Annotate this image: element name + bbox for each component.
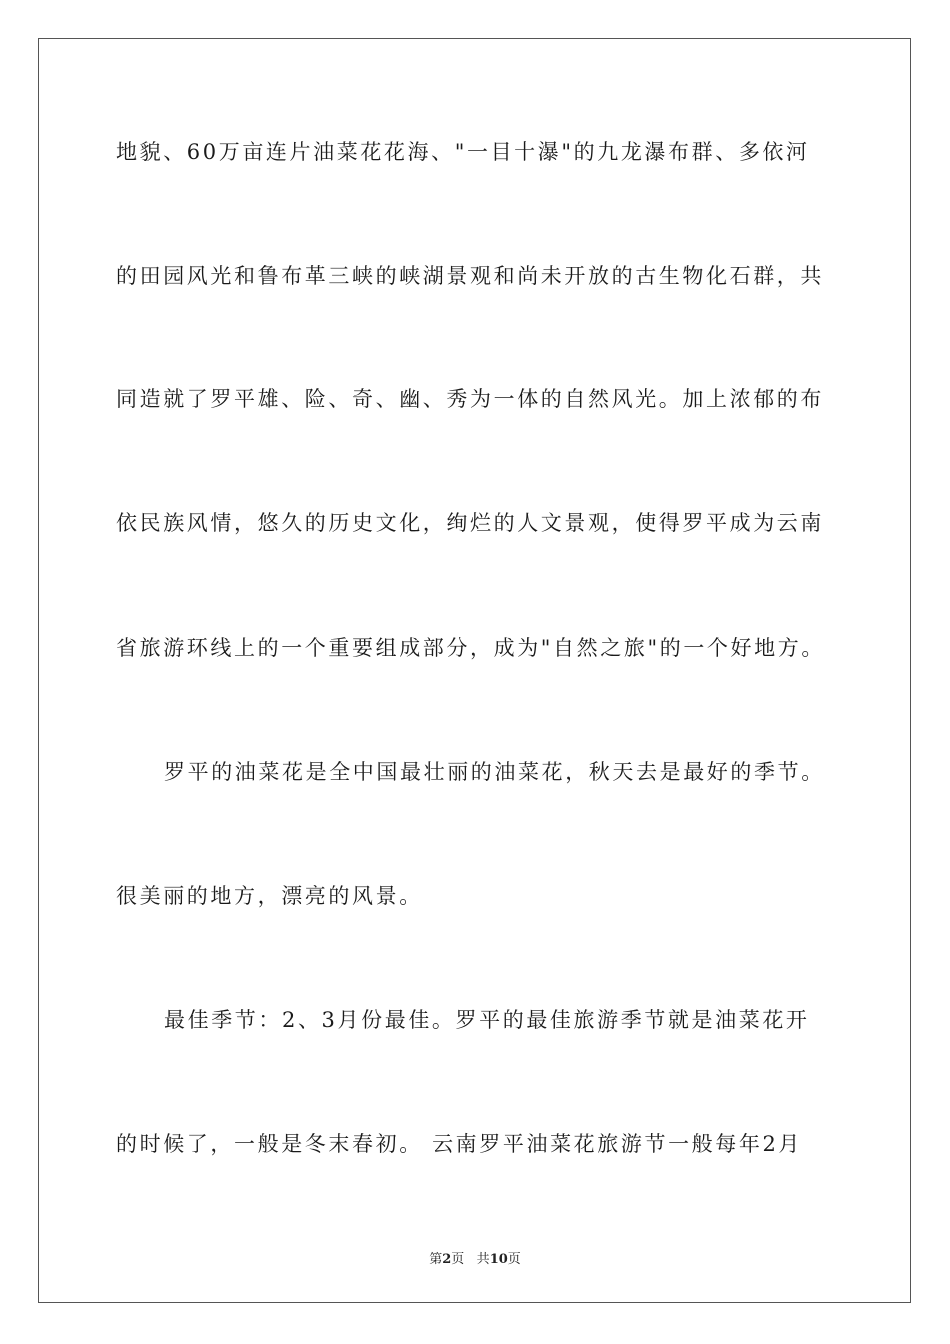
paragraph-start-line: 罗平的油菜花是全中国最壮丽的油菜花，秋天去是最好的季节。 (164, 760, 825, 784)
total-prefix: 共 (476, 1252, 490, 1267)
text-line-5: 省旅游环线上的一个重要组成部分，成为"自然之旅"的一个好地方。 (116, 636, 825, 660)
page-prefix: 第 (429, 1252, 443, 1267)
page-suffix: 页 (451, 1252, 465, 1267)
text-line-7: 很美丽的地方，漂亮的风景。 (116, 884, 423, 908)
total-pages: 10 (489, 1252, 508, 1267)
page-frame (38, 38, 911, 1303)
total-suffix: 页 (507, 1252, 521, 1267)
page-footer (0, 1248, 950, 1267)
page-number: 2 (442, 1252, 452, 1267)
text-line-4: 依民族风情，悠久的历史文化，绚烂的人文景观，使得罗平成为云南 (116, 511, 824, 535)
paragraph-start-line: 最佳季节：2、3月份最佳。罗平的最佳旅游季节就是油菜花开 (164, 1008, 810, 1032)
text-line-3: 同造就了罗平雄、险、奇、幽、秀为一体的自然风光。加上浓郁的布 (116, 387, 824, 411)
text-line-2: 的田园风光和鲁布革三峡的峡湖景观和尚未开放的古生物化石群，共 (116, 264, 824, 288)
text-line-9: 的时候了，一般是冬末春初。 云南罗平油菜花旅游节一般每年2月 (116, 1132, 803, 1156)
text-line-1: 地貌、60万亩连片油菜花花海、"一目十瀑"的九龙瀑布群、多依河 (116, 140, 810, 164)
